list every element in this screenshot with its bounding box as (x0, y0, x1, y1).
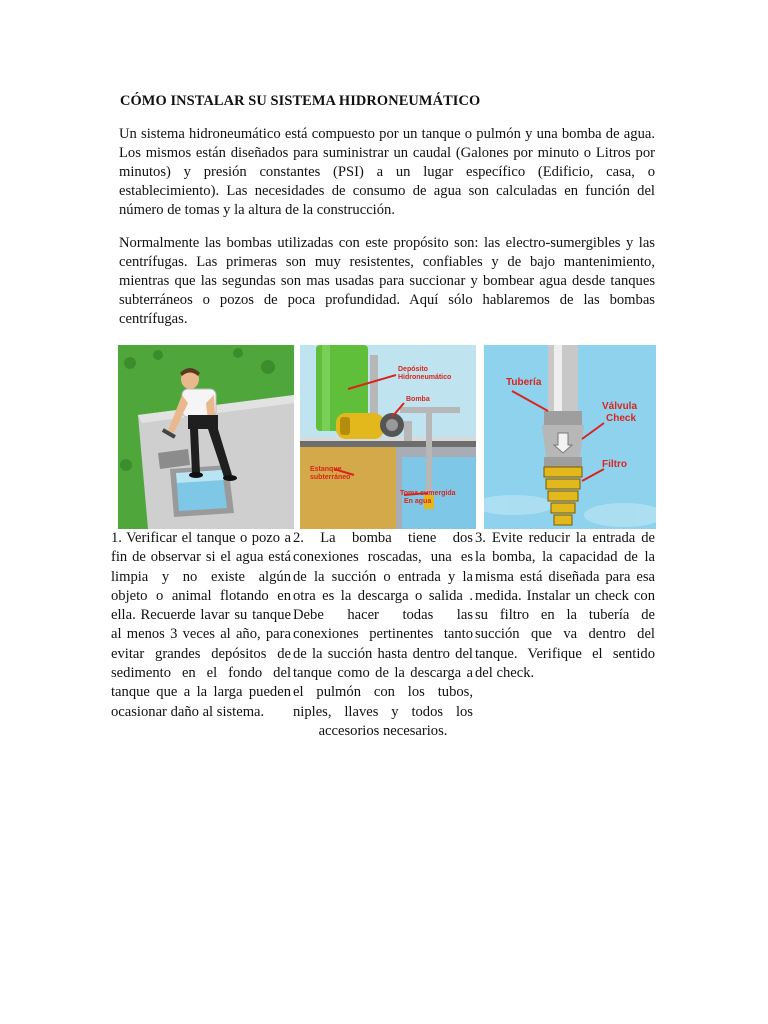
check-valve-illustration (484, 345, 656, 529)
hidroneumatico-label: Hidroneumático (398, 374, 452, 381)
filtro-label: Filtro (602, 459, 627, 470)
deposito-label: Depósito (398, 366, 428, 373)
step-2-text: 2. La bomba tiene dos conexiones roscadas, una es de la succión o entrada y la otra es la descarga o salida . Debe hacer todas las conexiones pertinentes tanto de la succión hasta dentro del tanque como de la descarga a el pulmón con los tubos, niples, llaves y todos los accesorios necesarios. (293, 530, 473, 739)
bomba-label: Bomba (406, 396, 430, 403)
estanque-label: Estanque (310, 466, 342, 473)
step-3-text: 3. Evite reducir la entrada de la bomba, la capacidad de la misma está diseñada para esa medida. Instalar un check con su filtro en la tubería de succión que va dentro del tanque. Verifique el sentido del check. (475, 530, 655, 682)
step-1-text: 1. Verificar el tanque o pozo a fin de observar si el agua está limpia y no existe algún objeto o animal flotando en ella. Recuerde lavar su tanque al menos 3 veces al año, para evitar grandes depósitos de sedimento en el fondo del tanque que a la larga pueden ocasionar daño al sistema. (111, 530, 291, 720)
valvula-label: Válvula (602, 401, 638, 412)
subterraneo-label: subterráneo (310, 474, 351, 481)
tank-inspection-illustration (118, 345, 294, 529)
tuberia-label: Tubería (506, 377, 542, 388)
agua-label: En agua (404, 498, 432, 505)
toma-label: Toma sumergida (400, 490, 456, 497)
page-title: CÓMO INSTALAR SU SISTEMA HIDRONEUMÁTICO (120, 93, 481, 109)
pump-system-illustration (300, 345, 476, 529)
check-label: Check (606, 413, 637, 424)
intro-paragraph: Un sistema hidroneumático está compuesto por un tanque o pulmón y una bomba de agua. Los mismos están diseñados para suministrar un caudal (Galones por minuto o Litros por minutos) y presión constantes (PSI) a un lugar específico (Edificio, casa, o establecimiento). Las necesidades de consumo de agua son calculadas en función del número de tomas y la altura de la construcción. (119, 126, 655, 218)
pumps-paragraph: Normalmente las bombas utilizadas con este propósito son: las electro-sumergibles y las centrífugas. Las primeras son muy resistentes, confiables y de bajo mantenimiento, mientras que las segundas son mas usadas para succionar y bombear agua desde tanques subterráneos o pozos de poca profundidad. Aquí sólo hablaremos de las bombas centrífugas. (119, 235, 655, 327)
